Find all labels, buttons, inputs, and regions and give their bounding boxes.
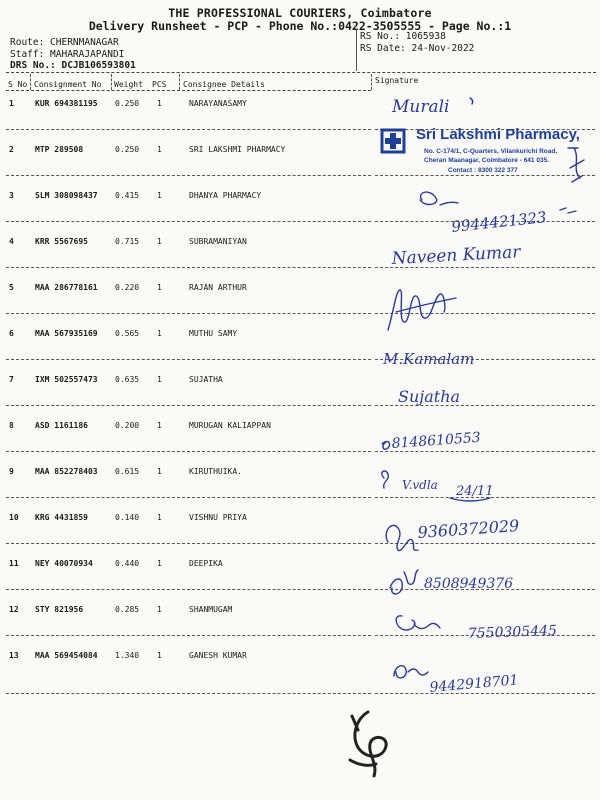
row-pcs: 1 bbox=[157, 191, 162, 200]
row-consignee: SUBRAMANIYAN bbox=[189, 237, 247, 246]
row-sno: 2 bbox=[9, 145, 14, 154]
row-pcs: 1 bbox=[157, 237, 162, 246]
row-pcs: 1 bbox=[157, 605, 162, 614]
row-sno: 7 bbox=[9, 375, 14, 384]
signature-mark bbox=[394, 666, 428, 678]
row-pcs: 1 bbox=[157, 329, 162, 338]
col-sno: S No bbox=[8, 80, 28, 89]
signature-mark bbox=[420, 192, 458, 205]
signature-mark bbox=[382, 471, 389, 488]
handwritten-mark bbox=[340, 700, 400, 780]
row-sno: 10 bbox=[9, 513, 19, 522]
row-pcs: 1 bbox=[157, 283, 162, 292]
row-consignment: MAA 852278403 bbox=[35, 467, 98, 476]
row-sno: 5 bbox=[9, 283, 14, 292]
row-sno: 12 bbox=[9, 605, 19, 614]
row-weight: 1.340 bbox=[115, 651, 140, 660]
row-consignment: IXM 502557473 bbox=[35, 375, 98, 384]
signature-mark bbox=[390, 570, 418, 594]
rs-number: RS No.: 1065938 bbox=[360, 31, 446, 42]
row-pcs: 1 bbox=[157, 467, 162, 476]
row-sno: 11 bbox=[9, 559, 19, 568]
row-consignment: STY 821956 bbox=[35, 605, 84, 614]
row-consignee: MUTHU SAMY bbox=[189, 329, 238, 338]
row-pcs: 1 bbox=[157, 145, 162, 154]
signature-text: M.Kamalam bbox=[383, 350, 475, 368]
row-consignee: SHANMUGAM bbox=[189, 605, 233, 614]
row-weight: 0.565 bbox=[115, 329, 140, 338]
row-consignment: MAA 569454084 bbox=[35, 651, 98, 660]
signature-text: 8148610553 bbox=[391, 429, 482, 452]
stamp-contact: Contact : 8300 322 377 bbox=[448, 167, 518, 174]
row-pcs: 1 bbox=[157, 513, 162, 522]
row-weight: 0.250 bbox=[115, 145, 140, 154]
drs-number: DRS No.: DCJB106593801 bbox=[10, 60, 136, 71]
signature-scribble bbox=[560, 138, 596, 196]
row-weight: 0.285 bbox=[115, 605, 140, 614]
row-sno: 13 bbox=[9, 651, 19, 660]
row-pcs: 1 bbox=[157, 651, 162, 660]
runsheet-subtitle: Delivery Runsheet - PCP - Phone No.:0422-3505555 - Page No.:1 bbox=[88, 19, 512, 33]
row-pcs: 1 bbox=[157, 559, 162, 568]
row-consignee: DEEPIKA bbox=[189, 559, 223, 568]
col-pcs: PCS bbox=[152, 80, 167, 89]
signature-text: 9944421323 bbox=[450, 208, 548, 236]
row-sno: 1 bbox=[9, 99, 14, 108]
row-weight: 0.615 bbox=[115, 467, 140, 476]
signature-mark bbox=[382, 441, 390, 449]
row-consignment: MAA 286778161 bbox=[35, 283, 98, 292]
rs-date: RS Date: 24-Nov-2022 bbox=[360, 42, 475, 54]
row-consignee: DHANYA PHARMACY bbox=[189, 191, 262, 200]
col-weight: Weight bbox=[114, 80, 143, 89]
row-weight: 0.440 bbox=[115, 559, 140, 568]
signature-mark bbox=[386, 525, 418, 550]
staff-label: Staff: MAHARAJAPANDI bbox=[10, 48, 125, 60]
row-consignment: ASD 1161186 bbox=[35, 421, 88, 430]
row-consignment: KRG 4431859 bbox=[35, 513, 88, 522]
row-weight: 0.635 bbox=[115, 375, 140, 384]
row-consignee: GANESH KUMAR bbox=[189, 651, 247, 660]
row-weight: 0.200 bbox=[115, 421, 140, 430]
pharmacy-logo-icon bbox=[378, 126, 418, 158]
col-consignee: Consignee Details bbox=[183, 80, 265, 89]
route-label: Route: CHERNMANAGAR bbox=[10, 37, 119, 48]
signature-text: 9442918701 bbox=[428, 672, 520, 696]
stamp-shop-name: Sri Lakshmi Pharmacy, bbox=[416, 126, 580, 143]
row-pcs: 1 bbox=[157, 421, 162, 430]
row-weight: 0.250 bbox=[115, 99, 140, 108]
row-weight: 0.140 bbox=[115, 513, 140, 522]
row-weight: 0.415 bbox=[115, 191, 140, 200]
row-pcs: 1 bbox=[157, 375, 162, 384]
row-consignment: MTP 289508 bbox=[35, 145, 84, 154]
row-sno: 9 bbox=[9, 467, 14, 476]
stamp-address-line: Cheran Maanagar, Coimbatore - 641 035. bbox=[424, 157, 549, 164]
signature-mark bbox=[396, 616, 440, 630]
signature-text: V.vdla bbox=[402, 478, 438, 492]
row-consignment: SLM 308098437 bbox=[35, 191, 98, 200]
row-consignment: KRR 5567695 bbox=[35, 237, 88, 246]
row-consignee: RAJAN ARTHUR bbox=[189, 283, 247, 292]
signature-mark bbox=[560, 208, 576, 213]
col-signature: Signature bbox=[375, 76, 419, 85]
signature-text: 8508949376 bbox=[424, 576, 514, 592]
row-pcs: 1 bbox=[157, 99, 162, 108]
row-consignment: MAA 567935169 bbox=[35, 329, 98, 338]
row-consignee: KIRUTHUIKA. bbox=[189, 467, 242, 476]
signature-text: Sujatha bbox=[398, 387, 461, 406]
row-consignee: VISHNU PRIYA bbox=[189, 513, 247, 522]
signature-text: 9360372029 bbox=[416, 515, 520, 542]
stamp-address-line: No. C-174/1, C-Quarters, Vilankurichi Road, bbox=[424, 148, 558, 155]
row-consignee: NARAYANASAMY bbox=[189, 99, 247, 108]
row-sno: 4 bbox=[9, 237, 14, 246]
row-consignment: NEY 40070934 bbox=[35, 559, 93, 568]
row-consignee: SUJATHA bbox=[189, 375, 223, 384]
row-sno: 3 bbox=[9, 191, 14, 200]
row-weight: 0.715 bbox=[115, 237, 140, 246]
company-title: THE PROFESSIONAL COURIERS, Coimbatore bbox=[168, 6, 432, 20]
signature-text: Murali bbox=[392, 97, 450, 117]
row-consignee: SRI LAKSHMI PHARMACY bbox=[189, 145, 286, 154]
signature-text: 7550305445 bbox=[467, 622, 558, 642]
row-weight: 0.220 bbox=[115, 283, 140, 292]
row-consignee: MURUGAN KALIAPPAN bbox=[189, 421, 271, 430]
col-consignment: Consignment No bbox=[34, 80, 102, 89]
signature-mark bbox=[470, 98, 473, 104]
row-sno: 8 bbox=[9, 421, 14, 430]
signature-text: Naveen Kumar bbox=[391, 242, 521, 269]
signature-text: 24/11 bbox=[456, 484, 494, 499]
row-consignment: KUR 694381195 bbox=[35, 99, 98, 108]
row-sno: 6 bbox=[9, 329, 14, 338]
signature-mark bbox=[388, 290, 456, 330]
